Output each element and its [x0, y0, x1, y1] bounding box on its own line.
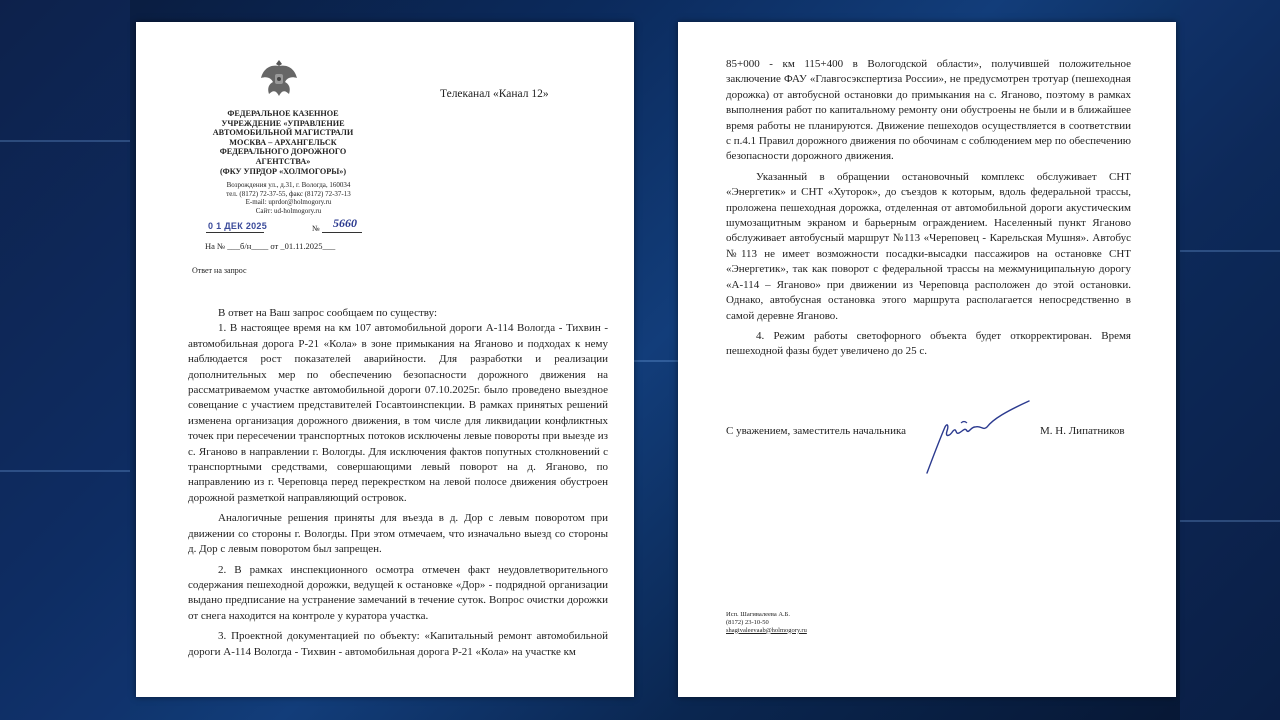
org-line: ФЕДЕРАЛЬНОЕ КАЗЕННОЕ: [227, 109, 339, 118]
executor-line: Исп. Шагивалеева А.Б.: [726, 611, 791, 618]
background-panel: [1180, 0, 1280, 720]
background-line: [634, 360, 678, 362]
letter-body: [188, 306, 608, 660]
contact-line: Возрождения ул., д.31, г. Вологда, 160034: [226, 181, 351, 189]
org-line: (ФКУ УПРДОР «ХОЛМОГОРЫ»): [219, 166, 347, 176]
number-underline: [322, 232, 362, 233]
letter-body-continued: [726, 57, 1131, 360]
paragraph: 85+000 - км 115+400 в Вологодской области», получившей положительное заключение ФАУ «Главгосэкспертиза России», не предусмотрен тротуар (пешеходная дорожка) от автобусной остановки до примыкания на с. Яганово, поэтому в рамках выполнения работ по капитальному ремонту они обустроены не были и в ближайшее время работы не планируются. Движение пешеходов осуществляется в соответствии с п.4.1 Правил дорожного движения по обочинам с соблюдением мер по обеспечению безопасности дорожного движения.: [726, 58, 1131, 163]
executor-line: shagivaleevaab@holmogory.ru: [726, 626, 807, 634]
paragraph: 1. В настоящее время на км 107 автомобильной дороги А-114 Вологда - Тихвин - автомобильная дорога Р-21 «Кола» в зоне примыкания на Яганово и подходах к нему наблюдается рост показателей аварийности. Для разработки и реализации дополнительных мер по обеспечению безопасности дорожного движения на рассматриваемом участке автомобильной дороги 07.10.2025г. было проведено выездное совещание с участием представителей Госавтоинспекции. В рамках принятых решений изменена организация дорожного движения, в том числе для ликвидации конфликтных точек при пересечении транспортных потоков исключены левые повороты при выезде из с. Яганово в направлении г. Вологды. Для исключения фактов попутных столкновений с транспортными средствами, совершающими левый поворот на д. Яганово, по направлению из г. Череповца перед перекрестком на левой полосе движения обустроен дорожной разметкой направляющий островок.: [188, 322, 608, 504]
contact-line: Сайт: ud-holmogory.ru: [255, 206, 322, 215]
paragraph: Указанный в обращении остановочный комплекс обслуживает СНТ «Энергетик» и СНТ «Хуторок», до съездов к которым, вдоль федеральной трассы, проложена пешеходная дорожка, отделенная от автомобильной дороги акустическим шумозащитным экраном и барьерным ограждением. Населенный пункт Яганово обслуживает автобусный маршрут №113 «Череповец - Карельская Мушня». Автобус №113 не имеет возможности посадки-высадки пассажиров на остановке СНТ «Энергетик», так как поворот с федеральной трассы на межмуниципальную дорогу «А-114 – Яганово» при движении из Череповца расположен до этой остановки. Однако, автобусная остановка этого маршрута располагается непосредственно в самой деревне Яганово.: [726, 170, 1131, 322]
registration-number: 5660: [333, 216, 357, 230]
executor-info: [726, 611, 807, 634]
background-line: [1180, 250, 1280, 252]
letter-page-1: [136, 22, 634, 697]
contact-line: тел. (8172) 72-37-55, факс (8172) 72-37-13: [226, 189, 351, 198]
reference-line: На № ___б/н____ от _01.11.2025___: [205, 241, 336, 251]
recipient: Телеканал «Канал 12»: [440, 88, 549, 100]
letter-page-2: [678, 22, 1176, 697]
paragraph: В ответ на Ваш запрос сообщаем по существу:: [218, 307, 437, 319]
background-line: [0, 470, 130, 472]
paragraph: 2. В рамках инспекционного осмотра отмечен факт неудовлетворительного содержания пешеходной дорожки, ведущей к остановке «Дор» - подрядной организации выдано предписание на устранение замечаний в течение суток. Вопрос очистки дорожки от снега находится на контроле у куратора участка.: [188, 563, 608, 622]
signer-name: М. Н. Липатников: [1040, 425, 1125, 437]
reply-label: Ответ на запрос: [192, 266, 247, 275]
executor-line: (8172) 23-10-50: [726, 618, 769, 626]
contact-line: E-mail: uprdor@holmogory.ru: [245, 198, 332, 207]
closing-regards: С уважением, заместитель начальника: [726, 425, 907, 437]
paragraph: 4. Режим работы светофорного объекта будет откорректирован. Время пешеходной фазы будет увеличено до 25 с.: [726, 329, 1131, 358]
organization-name: [198, 109, 368, 176]
stamp-date: 0 1 ДЕК 2025: [208, 221, 268, 231]
date-underline: [206, 232, 264, 233]
org-line: ФЕДЕРАЛЬНОГО ДОРОЖНОГО: [219, 147, 347, 157]
background-line: [1180, 520, 1280, 522]
emblem-icon: [259, 56, 299, 100]
organization-contacts: [206, 181, 371, 215]
org-line: УЧРЕЖДЕНИЕ «УПРАВЛЕНИЕ: [221, 118, 345, 128]
org-line: АВТОМОБИЛЬНОЙ МАГИСТРАЛИ: [212, 128, 354, 138]
number-label: №: [312, 224, 320, 233]
paragraph: Аналогичные решения приняты для въезда в д. Дор с левым поворотом при движении со стороны г. Вологды. При этом отмечаем, что изначально выезд со стороны д. Дор с левым поворотом был запрещен.: [188, 512, 608, 556]
background-panel: [0, 0, 130, 720]
org-line: АГЕНТСТВА»: [255, 156, 311, 166]
org-line: МОСКВА – АРХАНГЕЛЬСК: [229, 137, 337, 147]
paragraph: 3. Проектной документацией по объекту: «Капитальный ремонт автомобильной дороги А-114 Вологда - Тихвин - автомобильная дорога Р-21 «Кола» на участке км: [188, 630, 608, 658]
background-line: [0, 140, 130, 142]
signature-icon: [923, 397, 1033, 477]
